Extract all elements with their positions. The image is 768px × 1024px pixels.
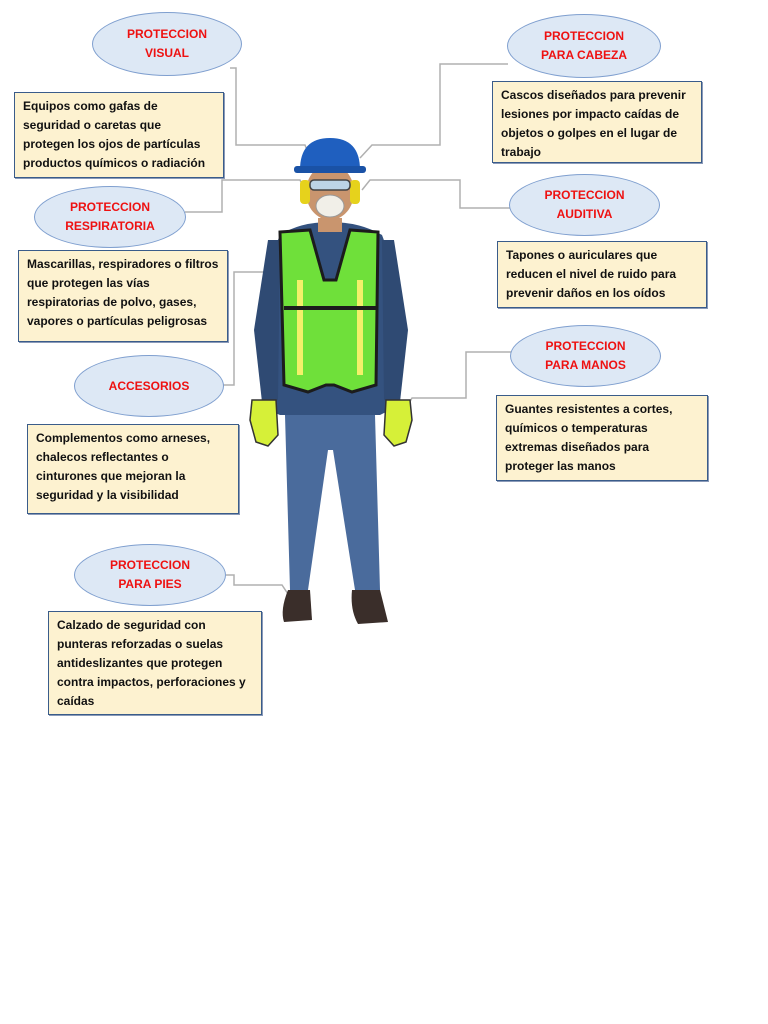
description-visual: Equipos como gafas de seguridad o caretas que protegen los ojos de partículas productos químicos o radiación [14,92,224,178]
title-manos: PROTECCION PARA MANOS [545,339,626,372]
title-accesorios: ACCESORIOS [108,378,190,393]
title-pies: PROTECCION PARA PIES [109,558,190,591]
right-arm [382,240,408,402]
title-cabeza: PROTECCION PARA CABEZA [541,29,627,62]
dust-mask [316,195,344,217]
ear-muff-right [350,180,360,204]
left-glove [250,400,278,446]
right-boot [352,590,388,624]
description-manos: Guantes resistentes a cortes, químicos o temperaturas extremas diseñados para proteger las manos [496,395,708,481]
oval-visual [92,12,242,76]
jeans [285,415,380,590]
oval-cabeza [507,14,661,78]
description-accesorios: Complementos como arneses, chalecos reflectantes o cinturones que mejoran la seguridad y la visibilidad [27,424,239,514]
oval-auditiva [509,174,660,236]
worker-illustration [240,130,420,635]
description-respiratoria: Mascarillas, respiradores o filtros que protegen las vías respiratorias de polvo, gases, vapores o partículas peligrosas [18,250,228,342]
description-cabeza: Cascos diseñados para prevenir lesiones por impacto caídas de objetos o golpes en el lugar de trabajo [492,81,702,163]
right-glove [384,400,412,446]
hard-hat [300,138,360,170]
description-pies: Calzado de seguridad con punteras reforzadas o suelas antideslizantes que protegen contra impactos, perforaciones y caídas [48,611,262,715]
oval-pies [74,544,226,606]
safety-glasses [310,180,350,190]
left-arm [254,240,280,402]
title-visual: PROTECCION VISUAL [126,27,207,60]
oval-accesorios [74,355,224,417]
title-auditiva: PROTECCION AUDITIVA [544,188,625,221]
description-auditiva: Tapones o auriculares que reducen el nivel de ruido para prevenir daños en los oídos [497,241,707,308]
ear-muff-left [300,180,310,204]
oval-manos [510,325,661,387]
title-respiratoria: PROTECCION RESPIRATORIA [65,200,155,233]
oval-respiratoria [34,186,186,248]
left-boot [283,590,312,622]
